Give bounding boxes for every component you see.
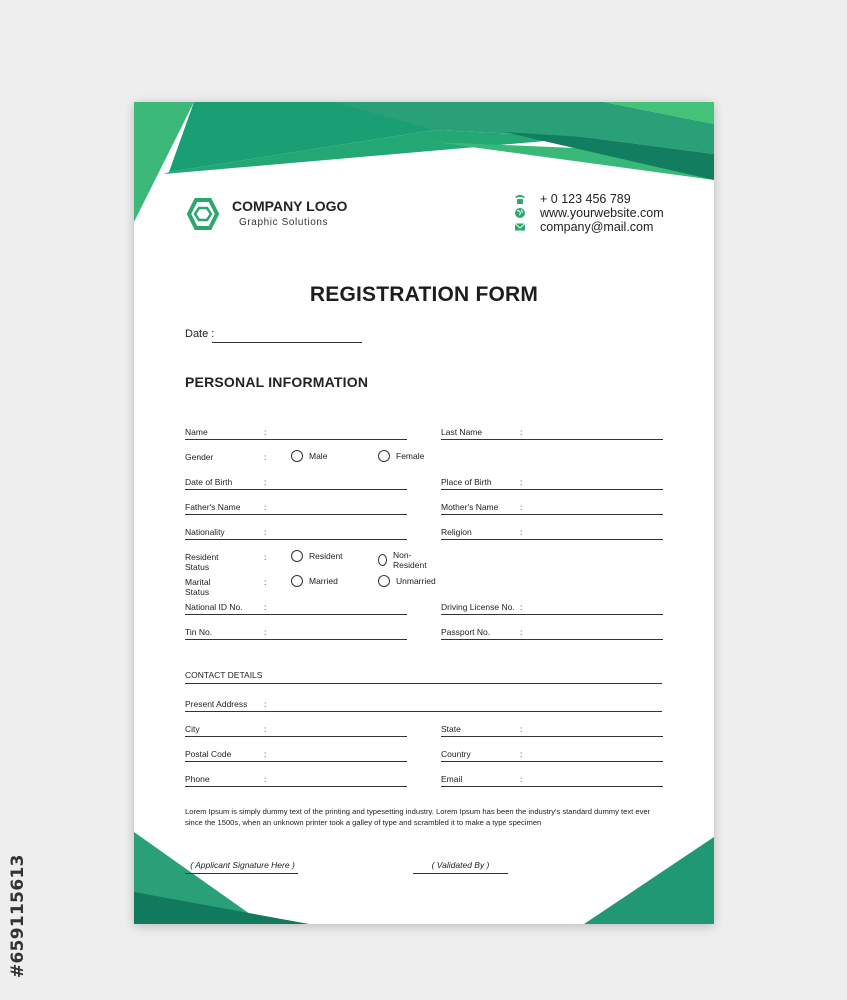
date-label: Date : <box>185 328 215 340</box>
country-field[interactable] <box>441 749 663 763</box>
state-label: State <box>441 724 461 734</box>
contact-details-heading: CONTACT DETAILS <box>185 670 263 680</box>
passport-input-line[interactable] <box>441 639 663 640</box>
phone-icon <box>514 193 526 205</box>
colon: : <box>264 427 267 437</box>
globe-icon <box>514 207 526 219</box>
radio-circle[interactable] <box>378 450 390 462</box>
validated-by-line[interactable] <box>413 873 508 874</box>
city-field[interactable] <box>185 724 407 738</box>
resident-radio[interactable] <box>291 550 343 562</box>
passport-label: Passport No. <box>441 627 491 637</box>
pob-field[interactable] <box>441 477 663 491</box>
phone-field[interactable] <box>185 774 407 788</box>
nationality-field[interactable] <box>185 527 407 541</box>
colon: : <box>264 577 267 587</box>
religion-input-line[interactable] <box>441 539 663 540</box>
phone-text: + 0 123 456 789 <box>540 192 631 206</box>
radio-circle[interactable] <box>378 554 387 566</box>
colon: : <box>264 627 267 637</box>
gender-female-radio[interactable] <box>378 450 424 462</box>
colon: : <box>520 427 523 437</box>
option-label: Male <box>309 451 328 461</box>
colon: : <box>520 502 523 512</box>
company-logo-text: COMPANY LOGO <box>232 198 348 214</box>
colon: : <box>520 627 523 637</box>
registration-form-sheet <box>134 102 714 924</box>
colon: : <box>264 749 267 759</box>
email-label: Email <box>441 774 463 784</box>
validated-by-label: ( Validated By ) <box>431 860 490 870</box>
state-field[interactable] <box>441 724 663 738</box>
tin-label: Tin No. <box>185 627 213 637</box>
unmarried-radio[interactable] <box>378 575 436 587</box>
radio-circle[interactable] <box>291 550 303 562</box>
religion-field[interactable] <box>441 527 663 541</box>
last-name-field[interactable] <box>441 427 663 441</box>
option-label: Unmarried <box>396 576 436 586</box>
hexagon-logo-icon <box>186 197 220 231</box>
married-radio[interactable] <box>291 575 338 587</box>
name-label: Name <box>185 427 208 437</box>
tin-input-line[interactable] <box>185 639 407 640</box>
city-label: City <box>185 724 200 734</box>
city-input-line[interactable] <box>185 736 407 737</box>
colon: : <box>264 724 267 734</box>
nationality-label: Nationality <box>185 527 225 537</box>
postal-code-input-line[interactable] <box>185 761 407 762</box>
colon: : <box>264 502 267 512</box>
option-label: Female <box>396 451 425 461</box>
gender-male-radio[interactable] <box>291 450 327 462</box>
colon: : <box>264 552 267 562</box>
applicant-signature-label: ( Applicant Signature Here ) <box>190 860 295 870</box>
address-input-line[interactable] <box>185 711 662 712</box>
company-tagline: Graphic Solutions <box>239 217 329 228</box>
dob-label: Date of Birth <box>185 477 233 487</box>
contact-phone <box>514 192 631 206</box>
tin-field[interactable] <box>185 627 407 641</box>
contact-email <box>514 220 653 234</box>
mail-icon <box>514 221 526 233</box>
option-label: Married <box>309 576 338 586</box>
disclaimer-text: Lorem Ipsum is simply dummy text of the printing and typesetting industry. Lorem Ipsum has been the industry's standard dummy text ever since the 1500s, when an unknown printer took a galley of type and scrambled it to make a type specimen <box>185 807 651 827</box>
mother-name-input-line[interactable] <box>441 514 663 515</box>
driving-license-field[interactable] <box>441 602 663 616</box>
colon: : <box>520 774 523 784</box>
colon: : <box>520 749 523 759</box>
driving-license-label: Driving License No. <box>441 602 515 612</box>
personal-info-heading: PERSONAL INFORMATION <box>185 374 369 390</box>
option-label: Resident <box>309 551 343 561</box>
colon: : <box>264 602 267 612</box>
mother-name-label: Mother's Name <box>441 502 499 512</box>
passport-field[interactable] <box>441 627 663 641</box>
pob-label: Place of Birth <box>441 477 492 487</box>
colon: : <box>520 477 523 487</box>
father-name-field[interactable] <box>185 502 407 516</box>
date-input-line[interactable] <box>212 342 362 343</box>
form-title: REGISTRATION FORM <box>309 283 539 306</box>
colon: : <box>520 527 523 537</box>
address-label: Present Address <box>185 699 248 709</box>
country-label: Country <box>441 749 471 759</box>
name-field[interactable] <box>185 427 407 441</box>
dob-input-line[interactable] <box>185 489 407 490</box>
state-input-line[interactable] <box>441 736 663 737</box>
pob-input-line[interactable] <box>441 489 663 490</box>
contact-website <box>514 206 664 220</box>
father-name-input-line[interactable] <box>185 514 407 515</box>
non-resident-radio[interactable] <box>378 550 430 570</box>
postal-code-field[interactable] <box>185 749 407 763</box>
name-input-line[interactable] <box>185 439 407 440</box>
resident-status-label: Resident Status <box>185 552 219 572</box>
radio-circle[interactable] <box>378 575 390 587</box>
colon: : <box>264 527 267 537</box>
gender-label: Gender <box>185 452 214 462</box>
radio-circle[interactable] <box>291 450 303 462</box>
nationality-input-line[interactable] <box>185 539 407 540</box>
colon: : <box>520 602 523 612</box>
email-field[interactable] <box>441 774 663 788</box>
applicant-signature-line[interactable] <box>185 873 298 874</box>
colon: : <box>264 774 267 784</box>
colon: : <box>264 452 267 462</box>
email-text: company@mail.com <box>540 220 654 234</box>
father-name-label: Father's Name <box>185 502 241 512</box>
bottom-right-triangle <box>584 837 714 924</box>
colon: : <box>264 699 267 709</box>
contact-details-divider <box>185 683 662 684</box>
stock-id-label <box>6 770 32 980</box>
marital-status-label: Marital Status <box>185 577 211 597</box>
phone-input-line[interactable] <box>185 786 407 787</box>
email-input-line[interactable] <box>441 786 663 787</box>
last-name-input-line[interactable] <box>441 439 663 440</box>
dob-field[interactable] <box>185 477 407 491</box>
driving-license-input-line[interactable] <box>441 614 663 615</box>
national-id-label: National ID No. <box>185 602 243 612</box>
national-id-input-line[interactable] <box>185 614 407 615</box>
option-label: Non-Resident <box>393 550 427 570</box>
website-text: www.yourwebsite.com <box>540 206 664 220</box>
national-id-field[interactable] <box>185 602 407 616</box>
colon: : <box>264 477 267 487</box>
stock-id-text: #659115613 <box>8 854 28 978</box>
mother-name-field[interactable] <box>441 502 663 516</box>
postal-code-label: Postal Code <box>185 749 232 759</box>
phone-label: Phone <box>185 774 210 784</box>
radio-circle[interactable] <box>291 575 303 587</box>
colon: : <box>520 724 523 734</box>
country-input-line[interactable] <box>441 761 663 762</box>
last-name-label: Last Name <box>441 427 483 437</box>
address-field[interactable] <box>185 699 662 713</box>
religion-label: Religion <box>441 527 472 537</box>
